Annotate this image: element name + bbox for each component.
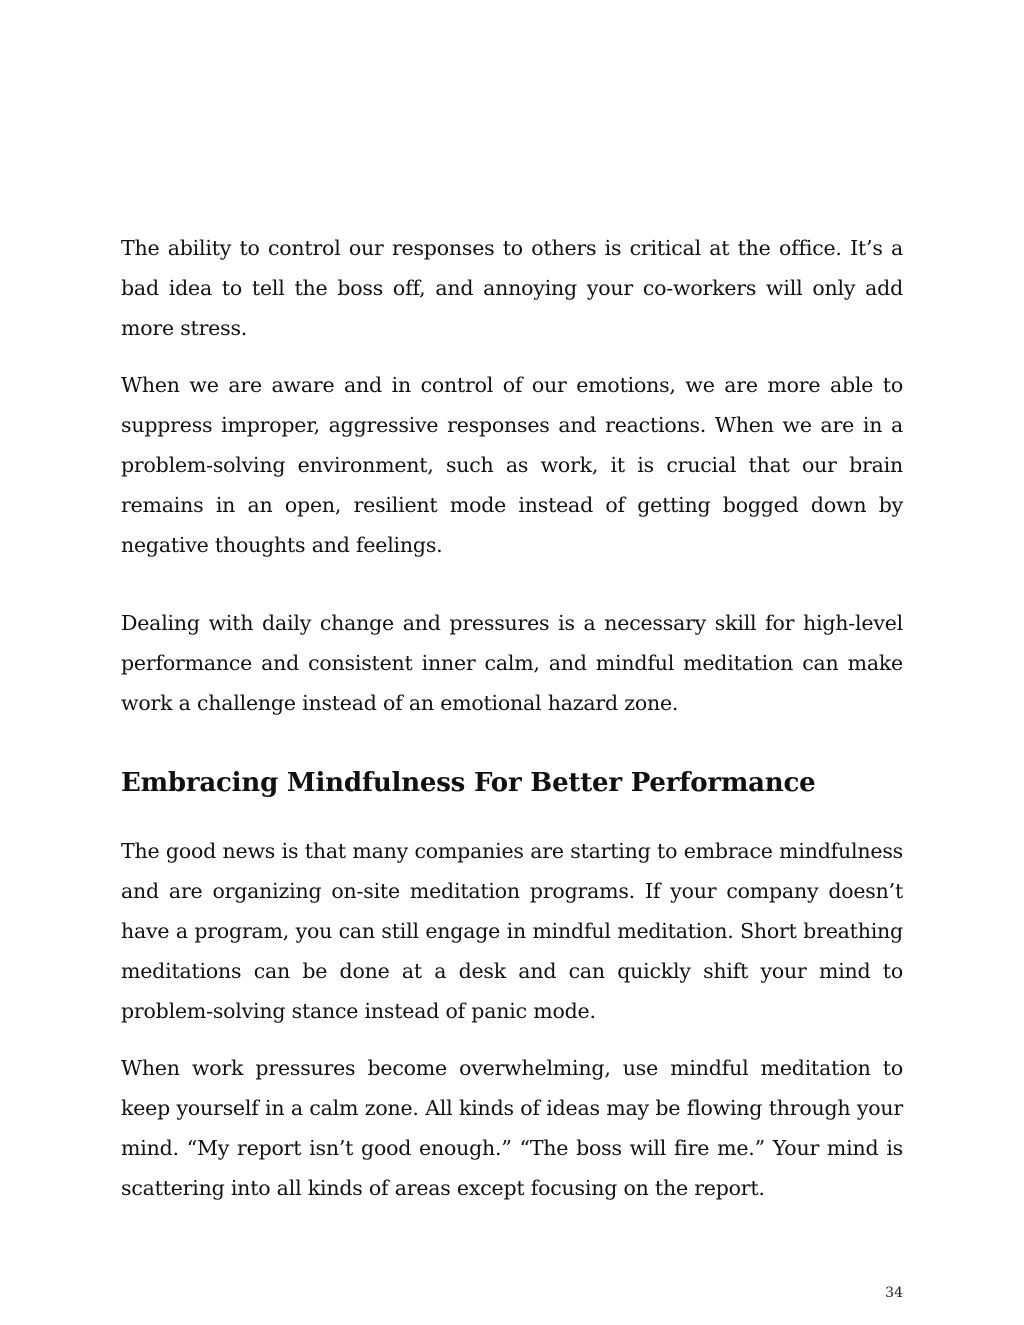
paragraph-emotional-control: When we are aware and in control of our emotions, we are more able to suppress improper, aggressive responses and reactions. When we are in a problem-solving environment, such as work, it is crucial that our brain remains in an open, resilient mode instead of getting bogged down by negative thoughts and feelings. — [121, 373, 903, 557]
page-number: 34 — [885, 1285, 903, 1301]
page-body — [121, 228, 903, 1208]
paragraph-companies-embrace: The good news is that many companies are starting to embrace mindfulness and are organizing on-site meditation programs. If your company doesn’t have a program, you can still engage in mindful meditation. Short breathing meditations can be done at a desk and can quickly shift your mind to problem-solving stance instead of panic mode. — [121, 839, 903, 1023]
paragraph-daily-change: Dealing with daily change and pressures is a necessary skill for high-level performance and consistent inner calm, and mindful meditation can make work a challenge instead of an emotional hazard zone. — [121, 611, 903, 715]
section-heading: Embracing Mindfulness For Better Performance — [121, 768, 816, 798]
paragraph-work-pressures: When work pressures become overwhelming, use mindful meditation to keep yourself in a calm zone. All kinds of ideas may be flowing through your mind. “My report isn’t good enough.” “The boss will fire me.” Your mind is scattering into all kinds of areas except focusing on the report. — [121, 1056, 903, 1200]
paragraph-office-responses: The ability to control our responses to others is critical at the office. It’s a bad idea to tell the boss off, and annoying your co-workers will only add more stress. — [121, 236, 903, 340]
